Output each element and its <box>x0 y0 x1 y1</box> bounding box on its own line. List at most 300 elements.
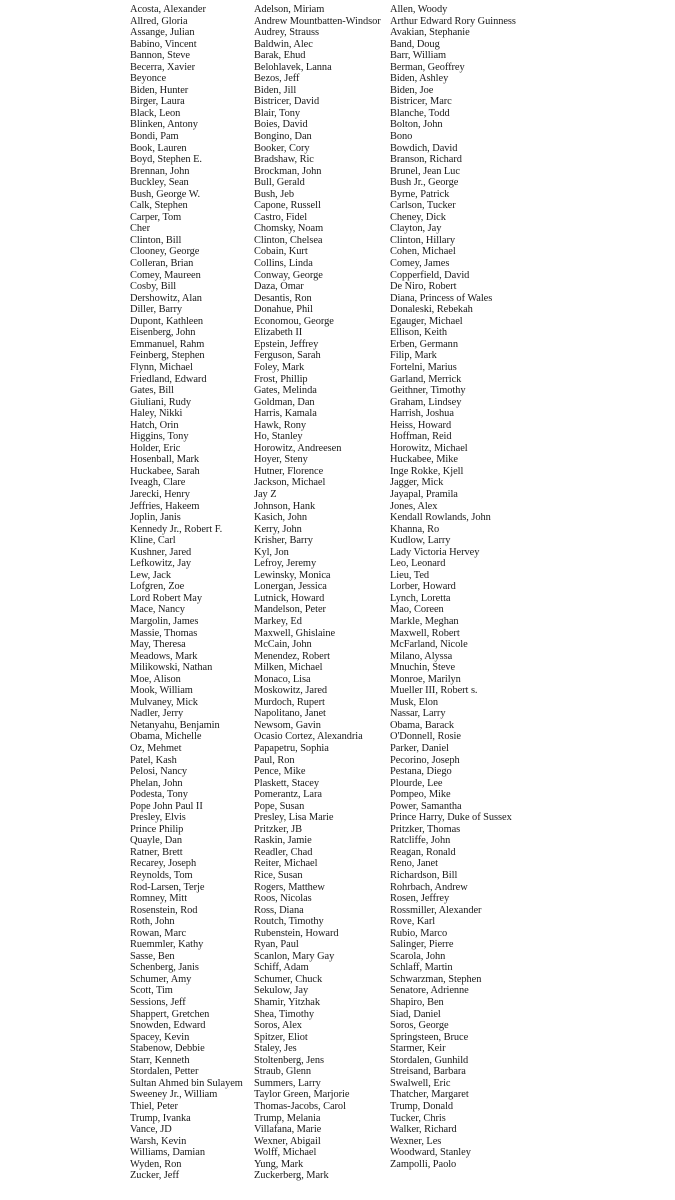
list-item: Trump, Melania <box>254 1112 321 1124</box>
list-item: Ross, Diana <box>254 904 304 916</box>
list-item: Mulvaney, Mick <box>130 696 198 708</box>
list-item: Bradshaw, Ric <box>254 154 314 166</box>
list-item: Hoyer, Steny <box>254 454 308 466</box>
list-item: Rosenstein, Rod <box>130 904 198 916</box>
list-item: Mnuchin, Steve <box>390 662 456 674</box>
list-item: Pelosi, Nancy <box>130 766 188 778</box>
list-item: Harris, Kamala <box>254 408 317 420</box>
list-item: Vance, JD <box>130 1124 172 1136</box>
list-item: Schlaff, Martin <box>390 962 453 974</box>
list-item: Collins, Linda <box>254 258 313 270</box>
list-item: Baldwin, Alec <box>254 38 313 50</box>
list-item: Hutner, Florence <box>254 465 324 477</box>
list-item: Stordalen, Petter <box>130 1066 199 1078</box>
list-item: Musk, Elon <box>390 696 438 708</box>
list-item: Yung, Mark <box>254 1158 304 1170</box>
list-item: Wexner, Les <box>390 1135 442 1147</box>
list-item: Thiel, Peter <box>130 1100 178 1112</box>
list-item: Hawk, Rony <box>254 419 307 431</box>
list-item: Pompeo, Mike <box>390 789 451 801</box>
list-item: Ferguson, Sarah <box>254 350 321 362</box>
list-item: Walker, Richard <box>390 1124 457 1136</box>
list-item: Salinger, Pierre <box>390 939 454 951</box>
list-item: Huckabee, Mike <box>390 454 458 466</box>
list-item: Bistricer, David <box>254 96 320 108</box>
list-item: Adelson, Miriam <box>254 4 325 15</box>
list-item: Economou, George <box>254 315 334 327</box>
list-item: Warsh, Kevin <box>130 1135 187 1147</box>
list-item: Rogers, Matthew <box>254 881 325 893</box>
list-item: Daza, Omar <box>254 281 304 293</box>
list-item: Moskowitz, Jared <box>254 685 328 697</box>
list-item: Meadows, Mark <box>130 650 198 662</box>
list-item: Emmanuel, Rahm <box>130 338 205 350</box>
list-item: Nadler, Jerry <box>130 708 184 720</box>
list-item: Jay Z <box>254 488 277 500</box>
list-item: Pomerantz, Lara <box>254 789 322 801</box>
list-item: Reno, Janet <box>390 858 438 870</box>
list-item: Mueller III, Robert s. <box>390 685 478 697</box>
list-item: Allen, Woody <box>390 4 448 15</box>
list-item: Joplin, Janis <box>130 512 181 524</box>
list-item: Lynch, Loretta <box>390 592 451 604</box>
list-item: Napolitano, Janet <box>254 708 326 720</box>
list-item: Phelan, John <box>130 777 183 789</box>
list-item: Colleran, Brian <box>130 258 194 270</box>
list-item: Clinton, Hillary <box>390 234 456 246</box>
list-item: Wolff, Michael <box>254 1147 317 1159</box>
list-item: De Niro, Robert <box>390 281 457 293</box>
list-item: Brockman, John <box>254 165 322 177</box>
list-item: Acosta, Alexander <box>130 4 206 15</box>
list-item: Lewinsky, Monica <box>254 569 331 581</box>
list-item: Murdoch, Rupert <box>254 696 325 708</box>
list-item: Bowdich, David <box>390 142 458 154</box>
list-item: Quayle, Dan <box>130 835 182 847</box>
list-item: Richardson, Bill <box>390 870 458 882</box>
list-item: Tucker, Chris <box>390 1112 446 1124</box>
list-item: Biden, Jill <box>254 84 297 96</box>
list-item: Straub, Glenn <box>254 1066 312 1078</box>
list-item: Kyl, Jon <box>254 546 289 558</box>
list-item: Thomas-Jacobs, Carol <box>254 1100 346 1112</box>
list-item: Cobain, Kurt <box>254 246 308 258</box>
list-item: Romney, Mitt <box>130 893 188 905</box>
list-item: Massie, Thomas <box>130 627 198 639</box>
list-item: Schiff, Adam <box>254 962 309 974</box>
list-item: Roos, Nicolas <box>254 893 312 905</box>
list-item: Belohlavek, Lanna <box>254 61 332 73</box>
list-item: Biden, Hunter <box>130 84 189 96</box>
list-item: Sultan Ahmed bin Sulayem <box>130 1077 243 1089</box>
list-item: Brunel, Jean Luc <box>390 165 460 177</box>
list-item: Kerry, John <box>254 523 302 535</box>
list-item: Bongino, Dan <box>254 131 312 143</box>
list-item: Woodward, Stanley <box>390 1147 471 1159</box>
list-item: May, Theresa <box>130 639 186 651</box>
list-item: Schumer, Amy <box>130 973 192 985</box>
list-item: Rove, Karl <box>390 916 436 928</box>
list-item: O'Donnell, Rosie <box>390 731 461 743</box>
list-item: Plaskett, Stacey <box>254 777 319 789</box>
list-item: Routch, Timothy <box>254 916 324 928</box>
list-item: Roth, John <box>130 916 175 928</box>
list-item: Clooney, George <box>130 246 200 258</box>
list-item: Milken, Michael <box>254 662 323 674</box>
list-item: Booker, Cory <box>254 142 310 154</box>
list-item: Foley, Mark <box>254 361 305 373</box>
list-item: Rice, Susan <box>254 870 303 882</box>
list-item: Shamir, Yitzhak <box>254 997 320 1009</box>
list-item: Bannon, Steve <box>130 50 190 62</box>
list-item: Springsteen, Bruce <box>390 1031 469 1043</box>
list-item: Blanche, Todd <box>390 107 450 119</box>
list-item: Filip, Mark <box>390 350 437 362</box>
list-item: Buckley, Sean <box>130 177 189 189</box>
list-item: Barr, William <box>390 50 447 62</box>
list-item: Comey, James <box>390 258 450 270</box>
list-item: Sasse, Ben <box>130 950 175 962</box>
list-item: Zampolli, Paolo <box>390 1158 457 1170</box>
list-item: Copperfield, David <box>390 269 470 281</box>
list-item: Papapetru, Sophia <box>254 743 329 754</box>
list-item: Sweeney Jr., William <box>130 1089 218 1101</box>
list-item: Audrey, Strauss <box>254 27 319 39</box>
list-item: Heiss, Howard <box>390 419 452 431</box>
list-item: Mandelson, Peter <box>254 604 326 616</box>
list-item: Calk, Stephen <box>130 200 188 212</box>
list-item: Newsom, Gavin <box>254 719 321 731</box>
list-item: Kendall Rowlands, John <box>390 512 491 524</box>
list-item: Comey, Maureen <box>130 269 201 281</box>
list-item: Kennedy Jr., Robert F. <box>130 523 223 535</box>
list-item: Gates, Bill <box>130 385 174 397</box>
list-item: Maxwell, Robert <box>390 627 460 639</box>
list-item: Hosenball, Mark <box>130 454 200 466</box>
list-item: Bolton, John <box>390 119 443 131</box>
list-item: Donaleski, Rebekah <box>390 304 473 316</box>
list-item: Lefkowitz, Jay <box>130 558 192 570</box>
list-item: Huckabee, Sarah <box>130 465 200 477</box>
list-item: Soros, George <box>390 1020 449 1032</box>
list-item: Reynolds, Tom <box>130 870 193 882</box>
list-item: Presley, Elvis <box>130 812 186 824</box>
list-item: Obama, Barack <box>390 719 454 731</box>
list-item: Babino, Vincent <box>130 38 197 50</box>
list-item: Podesta, Tony <box>130 789 188 801</box>
list-item: Margolin, James <box>130 615 199 627</box>
list-item: Pritzker, Thomas <box>390 823 461 835</box>
list-item: Nassar, Larry <box>390 708 446 720</box>
list-item: Ocasio Cortez, Alexandria <box>254 731 363 743</box>
list-item: Berman, Geoffrey <box>390 61 465 73</box>
list-item: Rohrbach, Andrew <box>390 881 468 893</box>
list-item: Byrne, Patrick <box>390 188 450 200</box>
list-item: Pritzker, JB <box>254 823 303 835</box>
list-item: Rosen, Jeffrey <box>390 893 450 905</box>
list-item: Pestana, Diego <box>390 766 452 778</box>
list-item: Thatcher, Margaret <box>390 1089 469 1101</box>
list-item: Cosby, Bill <box>130 281 177 293</box>
list-item: Netanyahu, Benjamin <box>130 719 220 731</box>
list-item: Jayapal, Pramila <box>390 488 458 500</box>
list-item: Ellison, Keith <box>390 327 448 339</box>
list-item: Maxwell, Ghislaine <box>254 627 336 639</box>
list-item: Friedland, Edward <box>130 373 207 385</box>
list-item: Avakian, Stephanie <box>390 27 470 39</box>
list-item: Higgins, Tony <box>130 431 189 443</box>
list-item: Soros, Alex <box>254 1020 302 1032</box>
list-item: Birger, Laura <box>130 96 185 108</box>
list-item: Monaco, Lisa <box>254 673 311 685</box>
list-item: Biden, Joe <box>390 84 434 96</box>
list-item: Markle, Meghan <box>390 615 459 627</box>
list-item: Clinton, Chelsea <box>254 234 323 246</box>
list-item: Menendez, Robert <box>254 650 330 662</box>
list-item: Stordalen, Gunhild <box>390 1054 469 1066</box>
list-item: Elizabeth II <box>254 327 303 339</box>
list-item: Lew, Jack <box>130 569 171 581</box>
list-item: Diana, Princess of Wales <box>390 292 493 304</box>
list-item: Holder, Eric <box>130 442 181 454</box>
list-item: Lonergan, Jessica <box>254 581 327 593</box>
list-item: Arthur Edward Rory Guinness <box>390 15 516 27</box>
list-item: Bistricer, Marc <box>390 96 452 108</box>
list-item: Castro, Fidel <box>254 211 308 223</box>
list-item: Assange, Julian <box>130 27 195 39</box>
list-item: Summers, Larry <box>254 1077 321 1089</box>
list-item: Ruemmler, Kathy <box>130 939 204 951</box>
list-item: Wyden, Ron <box>130 1158 182 1170</box>
list-item: Power, Samantha <box>390 800 462 812</box>
list-item: Ratner, Brett <box>130 846 183 858</box>
list-item: Jones, Alex <box>390 500 438 512</box>
list-item: Jackson, Michael <box>254 477 326 489</box>
list-item: Carlson, Tucker <box>390 200 456 212</box>
list-item: Wexner, Abigail <box>254 1135 321 1147</box>
list-item: Stabenow, Debbie <box>130 1043 205 1055</box>
list-item: Branson, Richard <box>390 154 462 166</box>
name-column-2 <box>254 4 388 1182</box>
list-item: Rossmiller, Alexander <box>390 904 482 916</box>
list-item: Stoltenberg, Jens <box>254 1054 324 1066</box>
list-item: Scanlon, Mary Gay <box>254 950 335 962</box>
list-item: Trump, Ivanka <box>130 1112 191 1124</box>
list-item: Shapiro, Ben <box>390 997 444 1009</box>
list-item: Harrish, Joshua <box>390 408 454 420</box>
list-item: Blinken, Antony <box>130 119 198 131</box>
list-item: Moe, Alison <box>130 673 181 685</box>
list-item: Dupont, Kathleen <box>130 315 204 327</box>
list-item: Barak, Ehud <box>254 50 306 62</box>
list-item: Swalwell, Eric <box>390 1077 451 1089</box>
list-item: Hatch, Orin <box>130 419 179 431</box>
list-item: Jarecki, Henry <box>130 488 190 500</box>
list-item: Readler, Chad <box>254 846 313 858</box>
list-item: Clayton, Jay <box>390 223 442 235</box>
list-item: Bush, George W. <box>130 188 201 200</box>
list-item: Kline, Carl <box>130 535 176 547</box>
list-item: Biden, Ashley <box>390 73 449 85</box>
list-item: Allred, Gloria <box>130 15 188 27</box>
list-item: Jagger, Mick <box>390 477 444 489</box>
list-item: Mook, William <box>130 685 193 697</box>
list-item: Clinton, Bill <box>130 234 182 246</box>
list-item: Capone, Russell <box>254 200 321 212</box>
list-item: Krisher, Barry <box>254 535 313 547</box>
list-item: Milikowski, Nathan <box>130 662 213 674</box>
list-item: Kasich, John <box>254 512 308 524</box>
list-item: Garland, Merrick <box>390 373 462 385</box>
list-item: Zucker, Jeff <box>130 1170 179 1182</box>
list-item: Horowitz, Andreesen <box>254 442 342 454</box>
list-item: Markey, Ed <box>254 615 302 627</box>
list-item: Bush, Jeb <box>254 188 294 200</box>
list-item: Geithner, Timothy <box>390 385 466 397</box>
list-item: Cheney, Dick <box>390 211 446 223</box>
list-item: Villafana, Marie <box>254 1124 322 1136</box>
list-item: Obama, Michelle <box>130 731 202 743</box>
list-item: Feinberg, Stephen <box>130 350 205 362</box>
list-item: Lutnick, Howard <box>254 592 325 604</box>
list-item: Flynn, Michael <box>130 361 193 373</box>
list-item: Sessions, Jeff <box>130 997 186 1009</box>
list-item: Staley, Jes <box>254 1043 297 1055</box>
list-item: Trump, Donald <box>390 1100 454 1112</box>
list-item: Schumer, Chuck <box>254 973 323 985</box>
list-item: Prince Philip <box>130 823 184 835</box>
list-item: Sekulow, Jay <box>254 985 309 997</box>
list-item: Shappert, Gretchen <box>130 1008 210 1020</box>
list-item: Pecorino, Joseph <box>390 754 460 766</box>
list-item: Diller, Barry <box>130 304 183 316</box>
list-item: Siad, Daniel <box>390 1008 441 1020</box>
list-item: Fortelni, Marius <box>390 361 457 373</box>
list-item: Presley, Lisa Marie <box>254 812 334 824</box>
list-item: Boies, David <box>254 119 308 131</box>
list-item: Milano, Alyssa <box>390 650 453 662</box>
list-item: Khanna, Ro <box>390 523 440 535</box>
list-item: Horowitz, Michael <box>390 442 468 454</box>
list-item: Carper, Tom <box>130 211 182 223</box>
list-item: Hoffman, Reid <box>390 431 452 443</box>
list-item: Jeffries, Hakeem <box>130 500 200 512</box>
list-item: Johnson, Hank <box>254 500 316 512</box>
list-item: Inge Rokke, Kjell <box>390 465 464 477</box>
list-item: Haley, Nikki <box>130 408 183 420</box>
list-item: Lieu, Ted <box>390 569 430 581</box>
list-item: Scott, Tim <box>130 985 173 997</box>
list-item: Williams, Damian <box>130 1147 205 1159</box>
name-column-3 <box>390 4 590 1170</box>
list-item: Brennan, John <box>130 165 190 177</box>
list-item: Rowan, Marc <box>130 927 187 939</box>
list-item: Chomsky, Noam <box>254 223 324 235</box>
list-item: Parker, Daniel <box>390 743 449 754</box>
list-item: Bono <box>390 131 413 143</box>
list-item: Kushner, Jared <box>130 546 192 558</box>
list-item: Spacey, Kevin <box>130 1031 190 1043</box>
list-item: Band, Doug <box>390 38 440 50</box>
list-item: Rubio, Marco <box>390 927 448 939</box>
list-item: Egauger, Michael <box>390 315 463 327</box>
list-item: Schenberg, Janis <box>130 962 199 974</box>
list-item: Pope John Paul II <box>130 800 203 812</box>
list-item: Donahue, Phil <box>254 304 313 316</box>
list-item: Lofgren, Zoe <box>130 581 185 593</box>
list-item: Reagan, Ronald <box>390 846 456 858</box>
list-item: Lorber, Howard <box>390 581 456 593</box>
list-item: Rubenstein, Howard <box>254 927 339 939</box>
list-item: Schwarzman, Stephen <box>390 973 482 985</box>
list-item: Bondi, Pam <box>130 131 179 143</box>
list-item: Iveagh, Clare <box>130 477 186 489</box>
list-item: Lord Robert May <box>130 592 202 604</box>
list-item: Senatore, Adrienne <box>390 985 469 997</box>
list-item: Shea, Timothy <box>254 1008 314 1020</box>
list-item: Erben, Germann <box>390 338 458 350</box>
list-item: Conway, George <box>254 269 323 281</box>
list-item: Lefroy, Jeremy <box>254 558 317 570</box>
list-item: Kudlow, Larry <box>390 535 451 547</box>
list-item: Prince Harry, Duke of Sussex <box>390 812 512 824</box>
list-item: Goldman, Dan <box>254 396 315 408</box>
list-item: Boyd, Stephen E. <box>130 154 202 166</box>
list-item: Pence, Mike <box>254 766 306 778</box>
list-item: Recarey, Joseph <box>130 858 197 870</box>
list-item: Paul, Ron <box>254 754 295 766</box>
list-item: Giuliani, Rudy <box>130 396 192 408</box>
list-item: Mace, Nancy <box>130 604 185 616</box>
list-item: Lady Victoria Hervey <box>390 546 480 558</box>
list-item: Beyonce <box>130 73 167 85</box>
list-item: Leo, Leonard <box>390 558 446 570</box>
list-item: Spitzer, Eliot <box>254 1031 308 1043</box>
list-item: Graham, Lindsey <box>390 396 462 408</box>
name-column-1 <box>130 4 252 1182</box>
list-item: Eisenberg, John <box>130 327 196 339</box>
list-item: Cohen, Michael <box>390 246 456 258</box>
list-item: Zuckerberg, Mark <box>254 1170 329 1182</box>
list-item: McCain, John <box>254 639 312 651</box>
list-item: Black, Leon <box>130 107 181 119</box>
list-item: Pope, Susan <box>254 800 305 812</box>
list-item: Bull, Gerald <box>254 177 305 189</box>
list-item: Frost, Phillip <box>254 373 308 385</box>
list-item: Plourde, Lee <box>390 777 443 789</box>
list-item: Ho, Stanley <box>254 431 303 443</box>
list-item: Rod-Larsen, Terje <box>130 881 205 893</box>
list-item: Ratcliffe, John <box>390 835 451 847</box>
list-item: Ryan, Paul <box>254 939 299 951</box>
list-item: Blair, Tony <box>254 107 301 119</box>
list-item: Dershowitz, Alan <box>130 292 202 304</box>
list-item: Bezos, Jeff <box>254 73 300 85</box>
list-item: Raskin, Jamie <box>254 835 312 847</box>
list-item: Scarola, John <box>390 950 446 962</box>
list-item: Snowden, Edward <box>130 1020 206 1032</box>
list-item: McFarland, Nicole <box>390 639 468 651</box>
list-item: Desantis, Ron <box>254 292 312 304</box>
list-item: Oz, Mehmet <box>130 743 182 754</box>
list-item: Mao, Coreen <box>390 604 444 616</box>
list-item: Bush Jr., George <box>390 177 459 189</box>
list-item: Starmer, Keir <box>390 1043 446 1055</box>
list-item: Epstein, Jeffrey <box>254 338 319 350</box>
list-item: Gates, Melinda <box>254 385 317 397</box>
list-item: Monroe, Marilyn <box>390 673 461 685</box>
list-item: Patel, Kash <box>130 754 177 766</box>
